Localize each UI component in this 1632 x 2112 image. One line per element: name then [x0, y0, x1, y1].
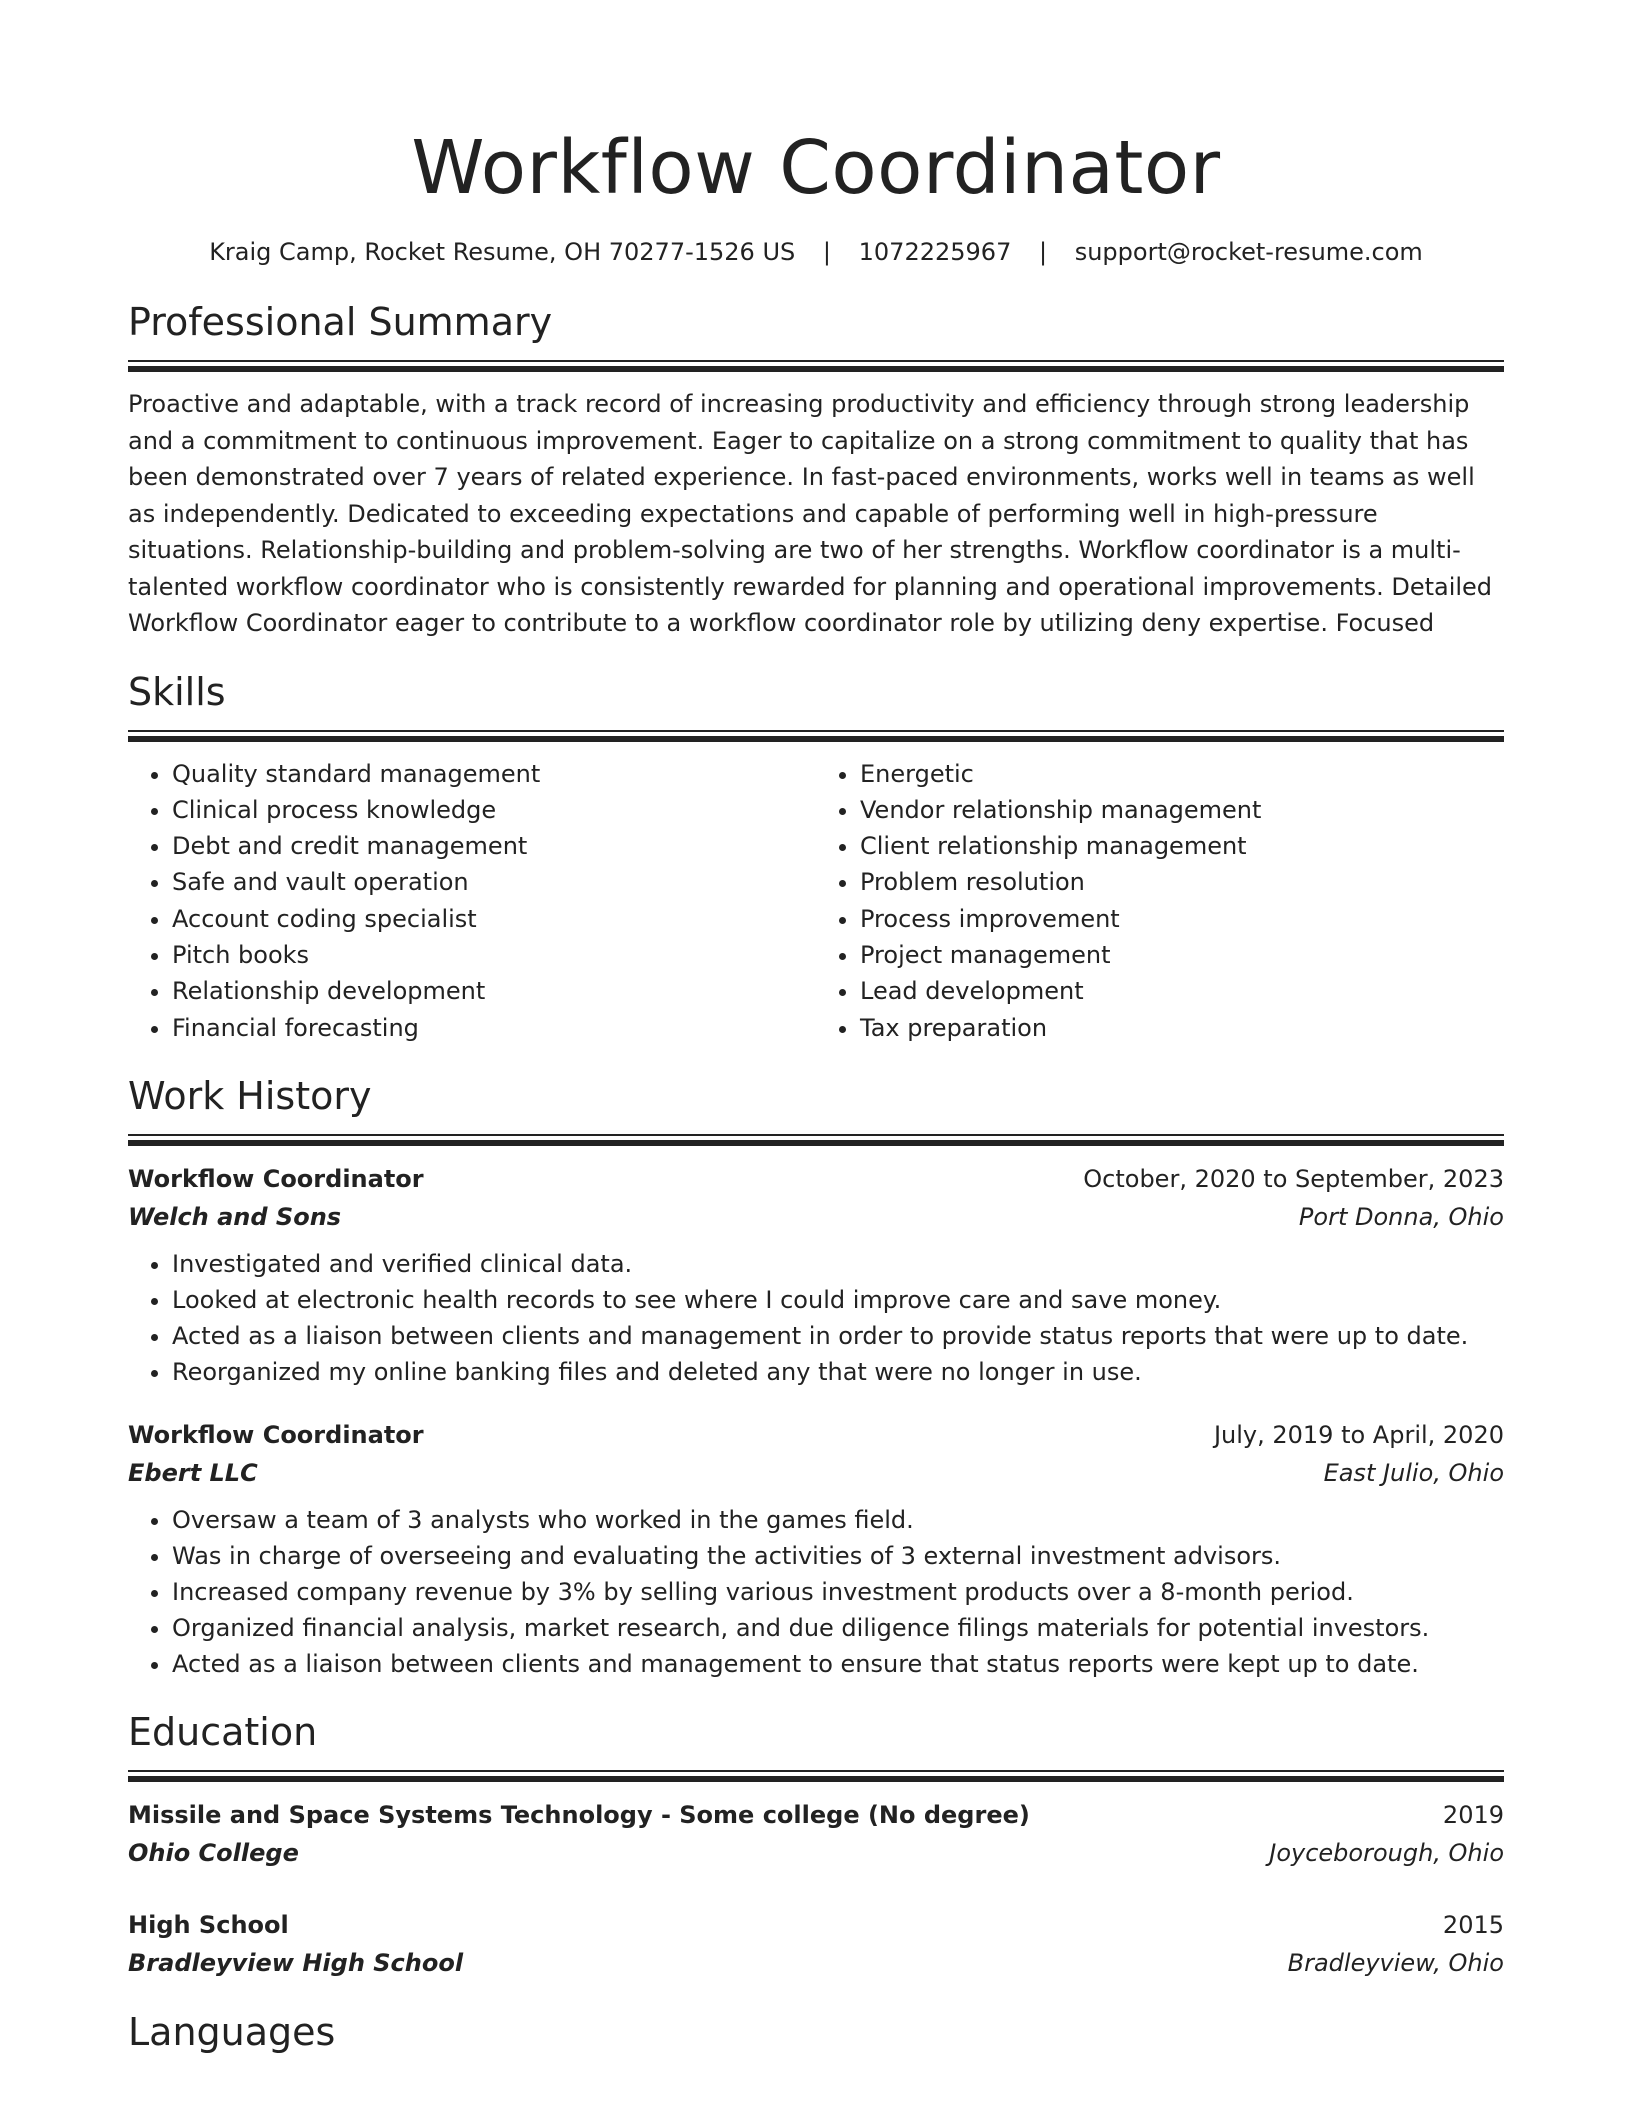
skills-columns	[128, 756, 1504, 1046]
section-divider	[128, 1770, 1504, 1782]
skill-item: • Problem resolution	[860, 864, 1504, 900]
education-entry	[128, 1796, 1504, 1872]
section-divider	[128, 730, 1504, 742]
education-section	[128, 1708, 1504, 1982]
skill-item: • Debt and credit management	[172, 828, 816, 864]
job-subheader	[128, 1454, 1504, 1492]
skill-item: • Safe and vault operation	[172, 864, 816, 900]
work-history-heading: Work History	[128, 1073, 372, 1118]
job-bullet: • Increased company revenue by 3% by selling various investment products over a 8-month period.	[172, 1574, 1504, 1610]
job-title: Workflow Coordinator	[128, 1420, 424, 1449]
education-header	[128, 1906, 1504, 1944]
skills-heading: Skills	[128, 669, 226, 714]
summary-heading: Professional Summary	[128, 300, 553, 344]
job-bullet: • Reorganized my online banking files and deleted any that were no longer in use.	[172, 1354, 1504, 1390]
job-bullet: • Acted as a liaison between clients and management in order to provide status reports that were up to date.	[172, 1318, 1504, 1354]
job-bullet: • Organized financial analysis, market research, and due diligence filings materials for potential investors.	[172, 1610, 1504, 1646]
job-bullet: • Investigated and verified clinical data.	[172, 1246, 1504, 1282]
contact-phone: 1072225967	[858, 238, 1012, 266]
job-subheader	[128, 1198, 1504, 1236]
skill-item: • Client relationship management	[860, 828, 1504, 864]
education-school: Bradleyview High School	[128, 1948, 464, 1977]
education-subheader	[128, 1944, 1504, 1982]
education-school: Ohio College	[128, 1838, 299, 1867]
job-employer: Ebert LLC	[128, 1458, 258, 1487]
job-bullets	[128, 1246, 1504, 1390]
job-bullet: • Was in charge of overseeing and evaluating the activities of 3 external investment advisors.	[172, 1538, 1504, 1574]
work-history-section	[128, 1072, 1504, 1682]
skill-item: • Energetic	[860, 756, 1504, 792]
job-bullets	[128, 1502, 1504, 1682]
section-divider	[128, 360, 1504, 372]
job-location: Port Donna, Ohio	[1298, 1202, 1504, 1231]
contact-address: Kraig Camp, Rocket Resume, OH 70277-1526 US	[209, 238, 796, 266]
job-dates: October, 2020 to September, 2023	[1083, 1164, 1504, 1193]
contact-line	[128, 236, 1504, 268]
education-degree: Missile and Space Systems Technology - Some college (No degree)	[128, 1800, 1030, 1829]
skill-item: • Project management	[860, 937, 1504, 973]
job-title: Workflow Coordinator	[128, 1164, 424, 1193]
job-bullet: • Looked at electronic health records to see where I could improve care and save money.	[172, 1282, 1504, 1318]
education-location: Bradleyview, Ohio	[1287, 1948, 1504, 1977]
education-heading: Education	[128, 1709, 318, 1754]
job-bullet: • Acted as a liaison between clients and management to ensure that status reports were kept up to date.	[172, 1646, 1504, 1682]
education-header	[128, 1796, 1504, 1834]
skill-item: • Lead development	[860, 973, 1504, 1009]
education-entry	[128, 1906, 1504, 1982]
job-dates: July, 2019 to April, 2020	[1213, 1420, 1504, 1449]
section-divider	[128, 1134, 1504, 1146]
skills-list-left	[128, 756, 816, 1046]
job-header	[128, 1416, 1504, 1454]
job-location: East Julio, Ohio	[1323, 1458, 1504, 1487]
skill-item: • Quality standard management	[172, 756, 816, 792]
skill-item: • Vendor relationship management	[860, 792, 1504, 828]
skill-item: • Clinical process knowledge	[172, 792, 816, 828]
skill-item: • Relationship development	[172, 973, 816, 1009]
education-year: 2015	[1442, 1910, 1504, 1939]
education-year: 2019	[1442, 1800, 1504, 1829]
languages-section	[128, 2008, 1504, 2056]
job-employer: Welch and Sons	[128, 1202, 342, 1231]
skill-item: • Tax preparation	[860, 1010, 1504, 1046]
summary-text: Proactive and adaptable, with a track record of increasing productivity and efficiency through strong leadership and a commitment to continuous improvement. Eager to capitalize on a strong commitment to quality that has been demonstrated over 7 years of related experience. In fast-paced environments, works well in teams as well as independently. Dedicated to exceeding expectations and capable of performing well in high-pressure situations. Relationship-building and problem-solving are two of her strengths. Workflow coordinator is a multi-talented workflow coordinator who is consistently rewarded for planning and operational improvements. Detailed Workflow Coordinator eager to contribute to a workflow coordinator role by utilizing deny expertise. Focused	[128, 390, 1493, 637]
education-degree: High School	[128, 1910, 289, 1939]
skill-item: • Account coding specialist	[172, 901, 816, 937]
contact-separator: |	[822, 238, 831, 266]
summary-section	[128, 298, 1504, 642]
skill-item: • Process improvement	[860, 901, 1504, 937]
job-entry	[128, 1416, 1504, 1682]
job-bullet: • Oversaw a team of 3 analysts who worked in the games field.	[172, 1502, 1504, 1538]
languages-heading: Languages	[128, 2009, 336, 2054]
job-header	[128, 1160, 1504, 1198]
skills-section	[128, 668, 1504, 1046]
contact-email: support@rocket-resume.com	[1074, 238, 1423, 266]
skills-list-right	[816, 756, 1504, 1046]
skill-item: • Pitch books	[172, 937, 816, 973]
job-entry	[128, 1160, 1504, 1390]
education-location: Joyceborough, Ohio	[1269, 1838, 1504, 1867]
education-subheader	[128, 1834, 1504, 1872]
contact-separator: |	[1038, 238, 1048, 266]
page-title: Workflow Coordinator	[411, 125, 1221, 211]
skill-item: • Financial forecasting	[172, 1010, 816, 1046]
